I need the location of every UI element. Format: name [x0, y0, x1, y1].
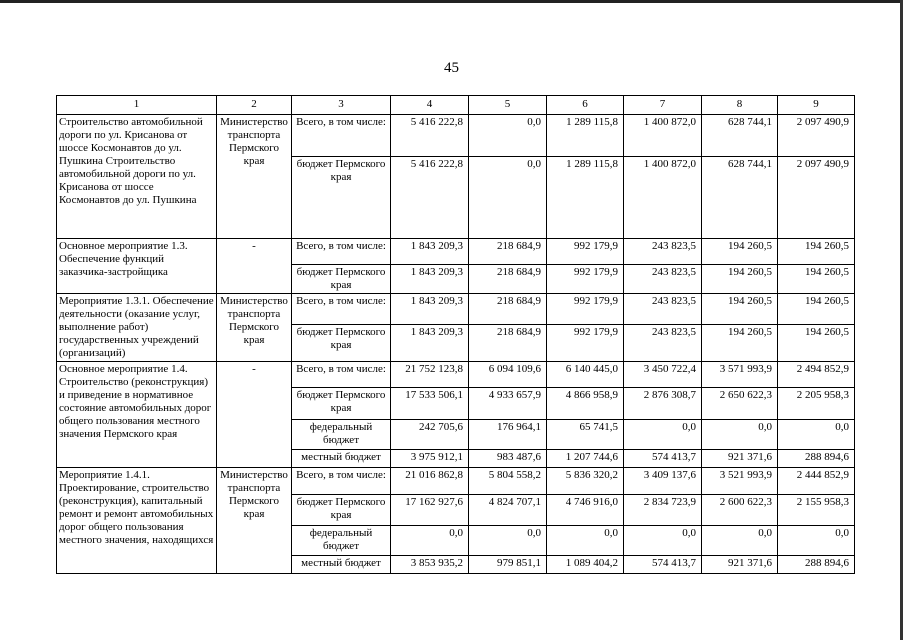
activity-name-cell: Строительство автомобильной дороги по ул. Крисанова от шоссе Космонавтов до ул. Пушкина Строительство автомобильной дороги по ул. Крисанова от шоссе Космонавтов до ул. Пушкина	[57, 115, 217, 239]
amount-cell: 2 600 622,3	[702, 495, 778, 526]
amount-cell: 0,0	[469, 526, 547, 556]
amount-cell: 243 823,5	[624, 239, 702, 265]
amount-cell: 0,0	[778, 526, 855, 556]
funding-source-cell: местный бюджет	[292, 450, 391, 468]
amount-cell: 0,0	[469, 115, 547, 157]
amount-cell: 4 933 657,9	[469, 388, 547, 420]
amount-cell: 176 964,1	[469, 420, 547, 450]
funding-source-cell: бюджет Пермского края	[292, 157, 391, 239]
amount-cell: 2 876 308,7	[624, 388, 702, 420]
amount-cell: 21 752 123,8	[391, 362, 469, 388]
amount-cell: 1 843 209,3	[391, 325, 469, 362]
amount-cell: 3 521 993,9	[702, 468, 778, 495]
activity-name-cell: Мероприятие 1.4.1. Проектирование, строительство (реконструкция), капитальный ремонт и ремонт автомобильных дорог общего пользования местного значения, находящихся	[57, 468, 217, 574]
amount-cell: 628 744,1	[702, 157, 778, 239]
amount-cell: 194 260,5	[702, 265, 778, 294]
table-row	[57, 362, 855, 388]
funding-source-cell: федеральный бюджет	[292, 526, 391, 556]
column-header: 9	[778, 96, 855, 115]
amount-cell: 574 413,7	[624, 450, 702, 468]
amount-cell: 1 843 209,3	[391, 265, 469, 294]
header-row	[57, 96, 855, 115]
amount-cell: 921 371,6	[702, 556, 778, 574]
amount-cell: 1 400 872,0	[624, 157, 702, 239]
funding-source-cell: местный бюджет	[292, 556, 391, 574]
amount-cell: 243 823,5	[624, 325, 702, 362]
amount-cell: 17 533 506,1	[391, 388, 469, 420]
amount-cell: 1 843 209,3	[391, 294, 469, 325]
amount-cell: 921 371,6	[702, 450, 778, 468]
amount-cell: 65 741,5	[547, 420, 624, 450]
funding-source-cell: Всего, в том числе:	[292, 294, 391, 325]
amount-cell: 194 260,5	[702, 239, 778, 265]
amount-cell: 3 975 912,1	[391, 450, 469, 468]
amount-cell: 4 746 916,0	[547, 495, 624, 526]
amount-cell: 992 179,9	[547, 325, 624, 362]
executor-cell: -	[217, 362, 292, 468]
amount-cell: 979 851,1	[469, 556, 547, 574]
column-header: 3	[292, 96, 391, 115]
funding-source-cell: бюджет Пермского края	[292, 388, 391, 420]
amount-cell: 0,0	[547, 526, 624, 556]
amount-cell: 4 824 707,1	[469, 495, 547, 526]
amount-cell: 0,0	[702, 420, 778, 450]
column-header: 8	[702, 96, 778, 115]
amount-cell: 194 260,5	[778, 325, 855, 362]
amount-cell: 3 450 722,4	[624, 362, 702, 388]
amount-cell: 6 094 109,6	[469, 362, 547, 388]
table-body	[57, 115, 855, 574]
amount-cell: 992 179,9	[547, 239, 624, 265]
amount-cell: 3 853 935,2	[391, 556, 469, 574]
column-header: 1	[57, 96, 217, 115]
amount-cell: 2 097 490,9	[778, 157, 855, 239]
activity-name-cell: Основное мероприятие 1.3. Обеспечение функций заказчика-застройщика	[57, 239, 217, 294]
funding-source-cell: Всего, в том числе:	[292, 239, 391, 265]
amount-cell: 992 179,9	[547, 294, 624, 325]
amount-cell: 1 400 872,0	[624, 115, 702, 157]
amount-cell: 2 834 723,9	[624, 495, 702, 526]
amount-cell: 992 179,9	[547, 265, 624, 294]
amount-cell: 0,0	[469, 157, 547, 239]
amount-cell: 628 744,1	[702, 115, 778, 157]
funding-source-cell: Всего, в том числе:	[292, 115, 391, 157]
column-header: 4	[391, 96, 469, 115]
amount-cell: 1 207 744,6	[547, 450, 624, 468]
table-row	[57, 468, 855, 495]
amount-cell: 2 444 852,9	[778, 468, 855, 495]
amount-cell: 5 416 222,8	[391, 115, 469, 157]
scan-edge-top	[0, 0, 903, 3]
funding-source-cell: бюджет Пермского края	[292, 265, 391, 294]
amount-cell: 288 894,6	[778, 556, 855, 574]
amount-cell: 2 155 958,3	[778, 495, 855, 526]
amount-cell: 0,0	[778, 420, 855, 450]
executor-cell: Министерство транспорта Пермского края	[217, 294, 292, 362]
amount-cell: 1 843 209,3	[391, 239, 469, 265]
amount-cell: 2 205 958,3	[778, 388, 855, 420]
amount-cell: 0,0	[624, 420, 702, 450]
amount-cell: 288 894,6	[778, 450, 855, 468]
column-header: 2	[217, 96, 292, 115]
amount-cell: 218 684,9	[469, 294, 547, 325]
funding-source-cell: Всего, в том числе:	[292, 468, 391, 495]
amount-cell: 2 494 852,9	[778, 362, 855, 388]
amount-cell: 1 289 115,8	[547, 115, 624, 157]
amount-cell: 0,0	[624, 526, 702, 556]
amount-cell: 194 260,5	[778, 265, 855, 294]
amount-cell: 6 140 445,0	[547, 362, 624, 388]
amount-cell: 5 836 320,2	[547, 468, 624, 495]
amount-cell: 3 571 993,9	[702, 362, 778, 388]
amount-cell: 3 409 137,6	[624, 468, 702, 495]
amount-cell: 194 260,5	[778, 239, 855, 265]
table-row	[57, 294, 855, 325]
executor-cell: Министерство транспорта Пермского края	[217, 115, 292, 239]
table-row	[57, 239, 855, 265]
amount-cell: 0,0	[391, 526, 469, 556]
column-header: 5	[469, 96, 547, 115]
column-header: 7	[624, 96, 702, 115]
executor-cell: -	[217, 239, 292, 294]
amount-cell: 194 260,5	[778, 294, 855, 325]
funding-table	[56, 95, 855, 574]
amount-cell: 243 823,5	[624, 294, 702, 325]
amount-cell: 983 487,6	[469, 450, 547, 468]
amount-cell: 5 804 558,2	[469, 468, 547, 495]
amount-cell: 5 416 222,8	[391, 157, 469, 239]
funding-source-cell: бюджет Пермского края	[292, 325, 391, 362]
amount-cell: 194 260,5	[702, 325, 778, 362]
page-number: 45	[444, 60, 459, 76]
amount-cell: 243 823,5	[624, 265, 702, 294]
amount-cell: 218 684,9	[469, 239, 547, 265]
funding-source-cell: федеральный бюджет	[292, 420, 391, 450]
amount-cell: 21 016 862,8	[391, 468, 469, 495]
executor-cell: Министерство транспорта Пермского края	[217, 468, 292, 574]
column-header: 6	[547, 96, 624, 115]
amount-cell: 0,0	[702, 526, 778, 556]
funding-source-cell: бюджет Пермского края	[292, 495, 391, 526]
amount-cell: 4 866 958,9	[547, 388, 624, 420]
amount-cell: 1 089 404,2	[547, 556, 624, 574]
amount-cell: 574 413,7	[624, 556, 702, 574]
amount-cell: 2 097 490,9	[778, 115, 855, 157]
activity-name-cell: Основное мероприятие 1.4. Строительство (реконструкция) и приведение в нормативное состояние автомобильных дорог общего пользования местного значения Пермского края	[57, 362, 217, 468]
amount-cell: 194 260,5	[702, 294, 778, 325]
amount-cell: 2 650 622,3	[702, 388, 778, 420]
amount-cell: 17 162 927,6	[391, 495, 469, 526]
table-row	[57, 115, 855, 157]
amount-cell: 218 684,9	[469, 325, 547, 362]
amount-cell: 1 289 115,8	[547, 157, 624, 239]
activity-name-cell: Мероприятие 1.3.1. Обеспечение деятельности (оказание услуг, выполнение работ) государственных учреждений (организаций)	[57, 294, 217, 362]
funding-source-cell: Всего, в том числе:	[292, 362, 391, 388]
amount-cell: 242 705,6	[391, 420, 469, 450]
amount-cell: 218 684,9	[469, 265, 547, 294]
